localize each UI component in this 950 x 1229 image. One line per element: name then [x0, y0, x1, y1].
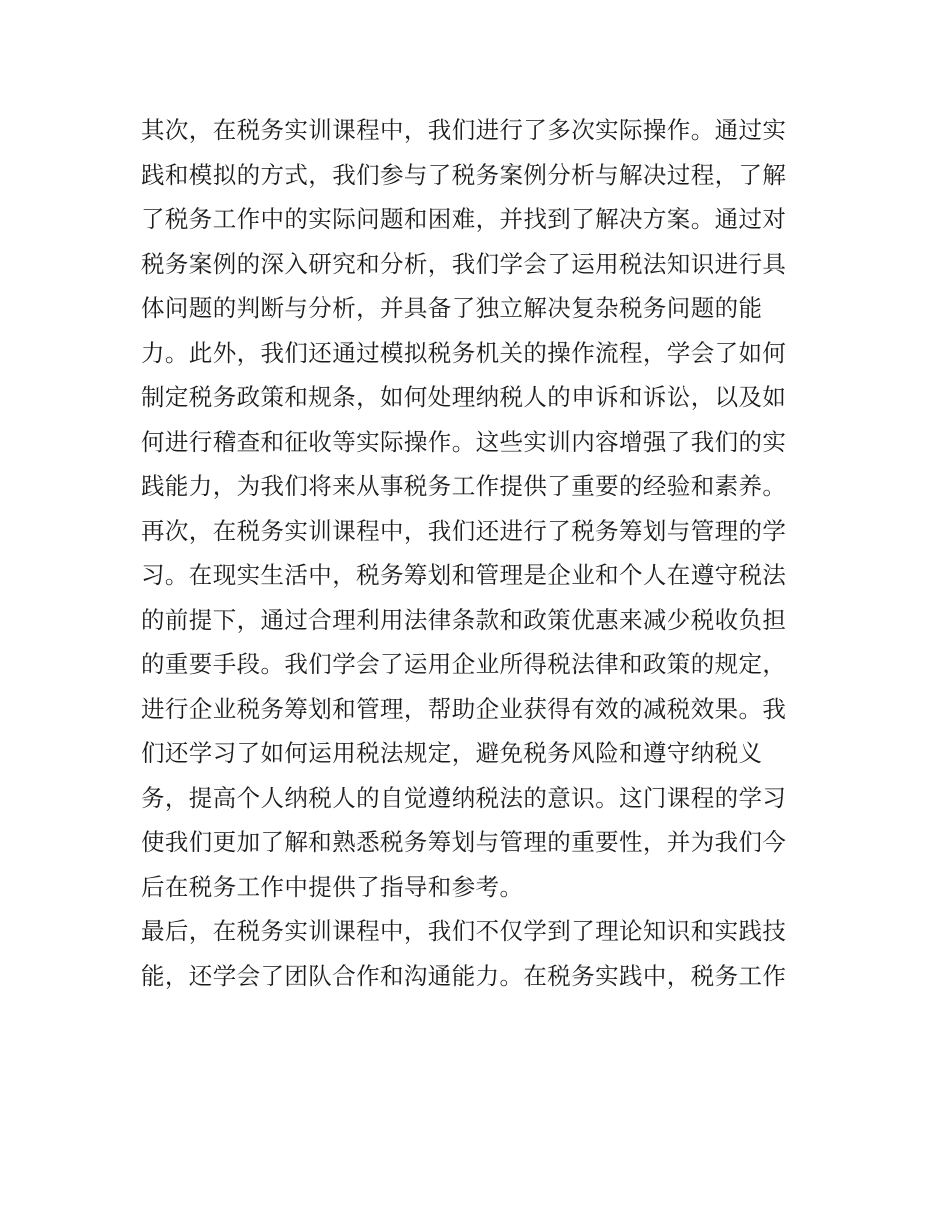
- text-line: 践能力，为我们将来从事税务工作提供了重要的经验和素养。: [141, 472, 787, 500]
- text-line: 的重要手段。我们学会了运用企业所得税法律和政策的规定，: [141, 650, 787, 678]
- text-line: 最后，在税务实训课程中，我们不仅学到了理论知识和实践技: [141, 917, 787, 945]
- text-line: 习。在现实生活中，税务筹划和管理是企业和个人在遵守税法: [141, 561, 787, 589]
- text-line: 践和模拟的方式，我们参与了税务案例分析与解决过程，了解: [141, 160, 787, 189]
- text-line: 再次，在税务实训课程中，我们还进行了税务筹划与管理的学: [141, 516, 787, 545]
- text-line: 务，提高个人纳税人的自觉遵纳税法的意识。这门课程的学习: [141, 783, 787, 812]
- text-line: 了税务工作中的实际问题和困难，并找到了解决方案。通过对: [141, 205, 787, 233]
- text-line: 何进行稽查和征收等实际操作。这些实训内容增强了我们的实: [141, 427, 787, 456]
- text-line: 进行企业税务筹划和管理，帮助企业获得有效的减税效果。我: [141, 694, 787, 723]
- text-line: 使我们更加了解和熟悉税务筹划与管理的重要性，并为我们今: [141, 828, 787, 856]
- text-line: 制定税务政策和规条，如何处理纳税人的申诉和诉讼，以及如: [141, 383, 787, 411]
- text-line: 其次，在税务实训课程中，我们进行了多次实际操作。通过实: [141, 116, 787, 144]
- text-line: 后在税务工作中提供了指导和参考。: [141, 872, 524, 901]
- text-line: 体问题的判断与分析，并具备了独立解决复杂税务问题的能: [141, 294, 763, 322]
- body-text: [141, 108, 821, 998]
- text-line: 能，还学会了团队合作和沟通能力。在税务实践中，税务工作: [141, 961, 787, 990]
- text-line: 的前提下，通过合理利用法律条款和政策优惠来减少税收负担: [141, 605, 787, 634]
- text-line: 力。此外，我们还通过模拟税务机关的操作流程，学会了如何: [141, 338, 787, 367]
- text-line: 们还学习了如何运用税法规定，避免税务风险和遵守纳税义: [141, 739, 763, 767]
- text-line: 税务案例的深入研究和分析，我们学会了运用税法知识进行具: [141, 249, 787, 278]
